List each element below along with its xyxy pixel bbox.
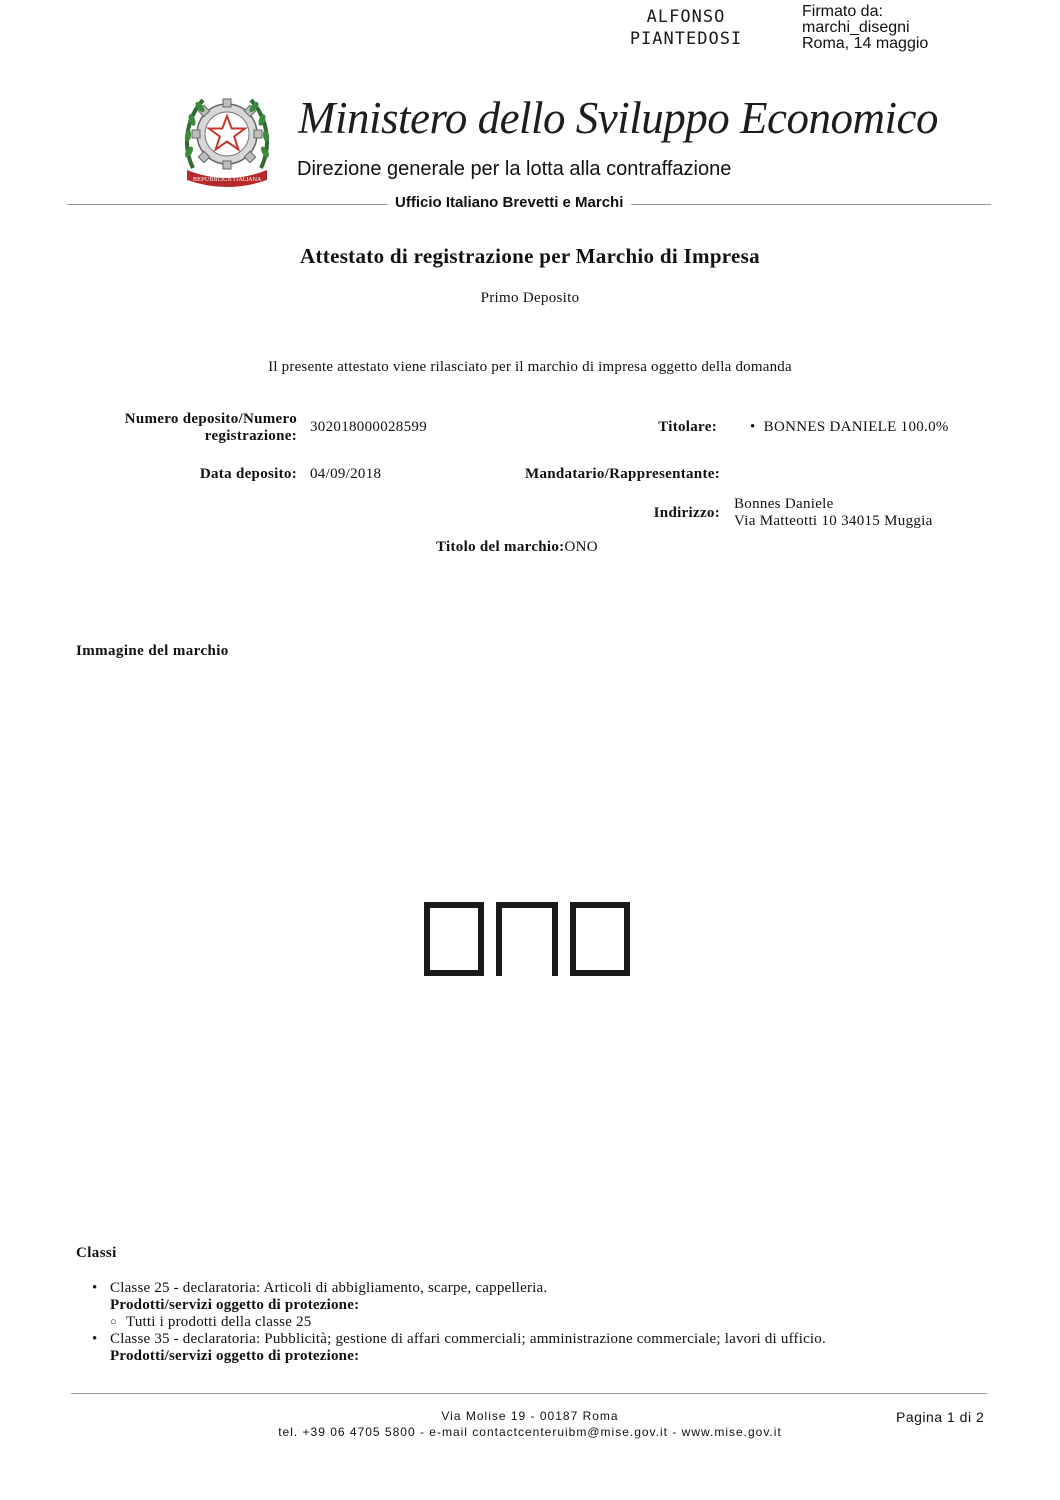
indirizzo-value (734, 496, 933, 530)
data-deposito-value: 04/09/2018 (310, 466, 382, 482)
footer-address: Via Molise 19 - 00187 Roma (441, 1409, 619, 1423)
footer-rule (71, 1393, 987, 1394)
titolare-text: BONNES DANIELE 100.0% (763, 419, 949, 435)
class-25-protection-label: Prodotti/servizi oggetto di protezione: (110, 1297, 360, 1313)
italian-republic-emblem (183, 90, 271, 190)
emblem-ribbon-text: REPUBBLICA ITALIANA (192, 177, 262, 183)
classes-list (92, 1280, 826, 1365)
directorate-name: Direzione generale per la lotta alla contraffazione (297, 158, 732, 180)
class-item (92, 1331, 826, 1365)
signature-name (616, 6, 756, 50)
indirizzo-line1: Bonnes Daniele (734, 496, 834, 512)
bullet-icon: • (750, 419, 764, 435)
signer: marchi_disegni (802, 19, 910, 36)
class-25-text: • Classe 25 - declaratoria: Articoli di abbigliamento, scarpe, cappelleria. (110, 1280, 548, 1296)
trademark-logo (424, 902, 630, 976)
class-35-protection-label: Prodotti/servizi oggetto di protezione: (110, 1348, 360, 1364)
page-number: Pagina 1 di 2 (896, 1409, 985, 1425)
titolo-value: ONO (564, 539, 598, 555)
class-25-product: ○ Tutti i prodotti della classe 25 (92, 1314, 826, 1331)
titolo-marchio (436, 539, 598, 556)
numero-value: 302018000028599 (310, 419, 427, 435)
document-intro: Il presente attestato viene rilasciato per il marchio di impresa oggetto della domanda (268, 359, 792, 375)
numero-label-line2: registrazione: (204, 428, 297, 444)
office-name: Ufficio Italiano Brevetti e Marchi (387, 194, 631, 211)
ministry-name: Ministero dello Sviluppo Economico (298, 93, 938, 143)
titolare-label: Titolare: (658, 419, 717, 435)
document-title: Attestato di registrazione per Marchio di Impresa (300, 244, 760, 268)
numero-label (60, 411, 297, 445)
indirizzo-line2: Via Matteotti 10 34015 Muggia (734, 513, 933, 529)
classes-heading: Classi (76, 1245, 117, 1261)
titolare-value (750, 419, 949, 436)
class-item (92, 1280, 826, 1314)
signature-name-last: PIANTEDOSI (629, 29, 743, 49)
class-35-text: • Classe 35 - declaratoria: Pubblicità; gestione di affari commerciali; amministrazione commerciale; lavori di ufficio. (110, 1331, 826, 1347)
signed-by-label: Firmato da: (802, 4, 883, 20)
signature-place-date: Roma, 14 maggio (802, 35, 929, 52)
document-subtitle: Primo Deposito (480, 290, 580, 306)
numero-label-line1: Numero deposito/Numero (124, 411, 297, 427)
titolo-label: Titolo del marchio: (436, 539, 565, 555)
signature-name-first: ALFONSO (646, 7, 726, 27)
signature-info (802, 4, 928, 53)
data-deposito-label: Data deposito: (199, 466, 297, 482)
footer-contact-line: tel. +39 06 4705 5800 - e-mail contactcenteruibm@mise.gov.it - www.mise.gov.it (278, 1425, 782, 1439)
mandatario-label: Mandatario/Rappresentante: (524, 466, 720, 482)
image-section-heading: Immagine del marchio (76, 643, 229, 659)
indirizzo-label: Indirizzo: (653, 505, 720, 521)
